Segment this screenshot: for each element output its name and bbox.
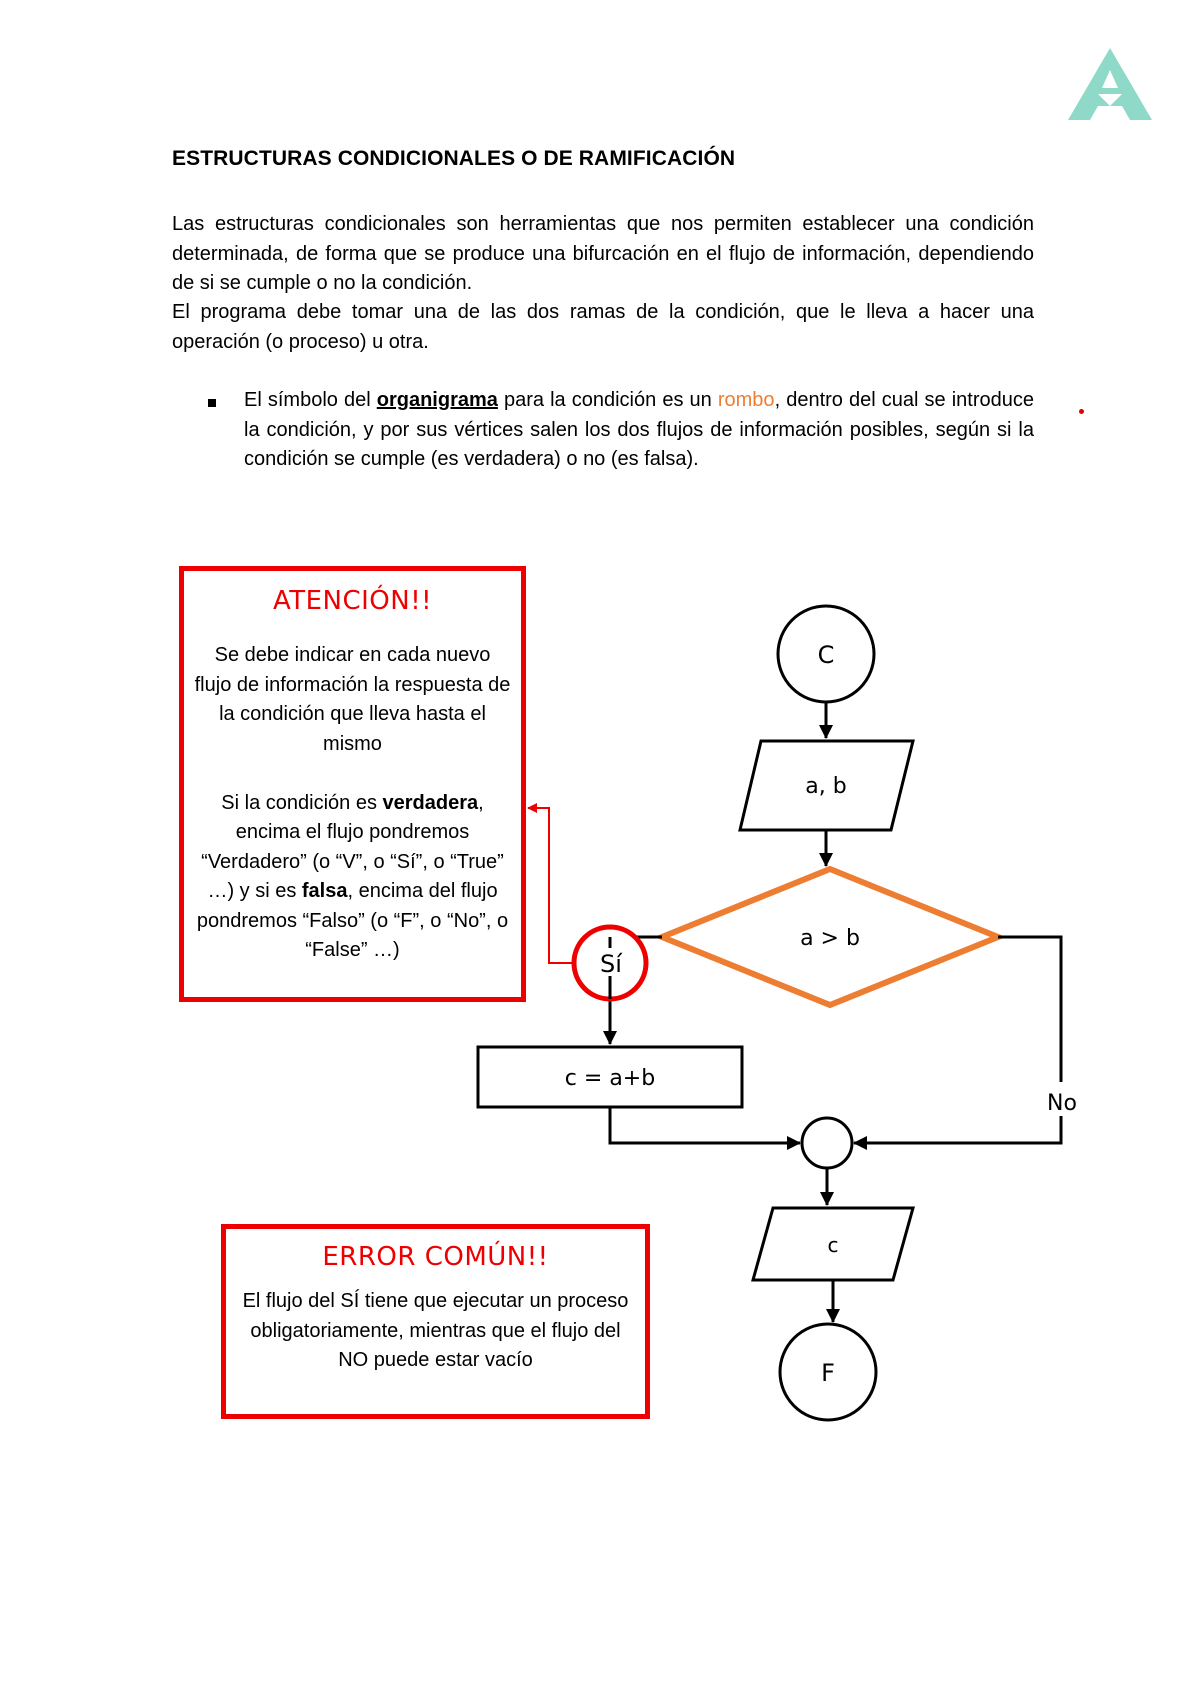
process-label: c = a+b — [564, 1066, 656, 1091]
attention-body — [184, 641, 521, 966]
condition-node — [662, 869, 998, 1005]
input-node — [740, 741, 913, 830]
attention-line1: Se debe indicar en cada nuevo flujo de información la respuesta de la condición que lleva hasta el mismo — [194, 644, 511, 755]
attention-bold-false: falsa — [301, 880, 348, 902]
attention-bold-true: verdadera — [382, 791, 479, 814]
start-label: C — [817, 641, 835, 669]
merge-connector — [802, 1118, 852, 1168]
error-box — [221, 1224, 650, 1419]
bullet-underlined: organigrama — [376, 389, 498, 411]
error-body: El flujo del SÍ tiene que ejecutar un proceso obligatoriamente, mientras que el flujo del NO puede estar vacío — [242, 1290, 629, 1371]
branch-paragraph: El programa debe tomar una de las dos ramas de la condición, que le lleva a hacer una operación (o proceso) u otra. — [172, 301, 1034, 353]
intro-paragraph: Las estructuras condicionales son herramientas que nos permiten establecer una condición determinada, de forma que se produce una bifurcación en el flujo de información, dependiendo de si se cumple o no la condición. — [172, 213, 1034, 294]
arrow-process-merge — [610, 1107, 800, 1143]
bullet-highlight: rombo — [717, 389, 775, 411]
attention-heading: ATENCIÓN!! — [272, 586, 433, 616]
condition-label: a > b — [800, 926, 860, 951]
process-node — [478, 1047, 742, 1107]
page-title: ESTRUCTURAS CONDICIONALES O DE RAMIFICACIÓN — [172, 147, 736, 170]
attention-line2c: , encima del flujo pondremos “Falso” (o “F”, o “No”, o “False” …) — [196, 880, 509, 961]
output-node — [753, 1208, 913, 1280]
pointer-arrow — [528, 808, 574, 963]
output-label: c — [827, 1233, 839, 1257]
end-node — [780, 1324, 876, 1420]
attention-line2a: Si la condición es — [221, 791, 383, 814]
bullet-part1: El símbolo del — [244, 389, 377, 411]
bullet-part3: , dentro del cual se introduce la condición, y por sus vértices salen los dos flujos de información posibles, según si la condición se cumple (es verdadera) o no (es falsa). — [244, 389, 1035, 470]
attention-box — [179, 566, 526, 1002]
yes-label: Sí — [600, 950, 622, 978]
input-label: a, b — [805, 774, 847, 799]
end-label: F — [821, 1359, 835, 1387]
attention-line2b: , encima el flujo pondremos “Verdadero” (o “V”, o “Sí”, o “True” …) y si es — [201, 791, 504, 902]
bullet-part2: para la condición es un — [497, 389, 718, 411]
error-heading: ERROR COMÚN!! — [322, 1242, 549, 1272]
no-label: No — [1047, 1091, 1077, 1116]
start-node — [778, 606, 874, 702]
